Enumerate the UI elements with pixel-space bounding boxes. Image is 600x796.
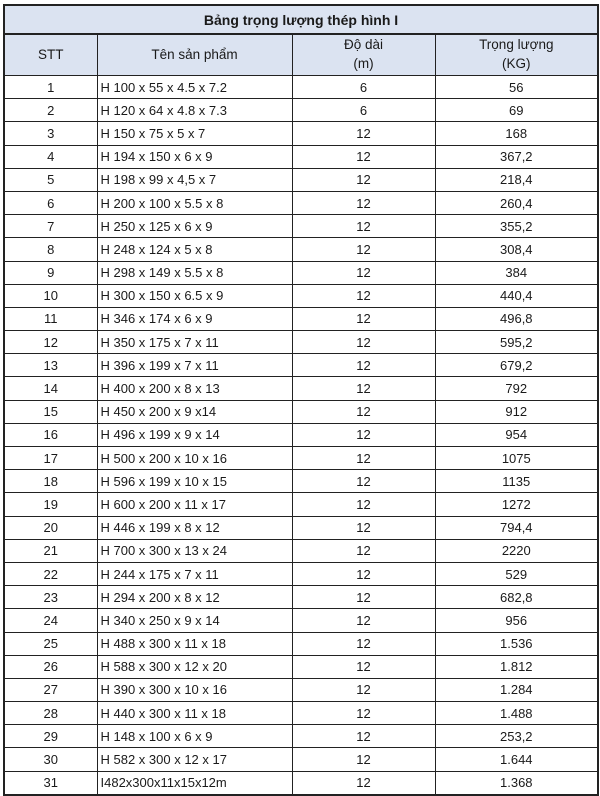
cell-stt: 21 <box>4 539 97 562</box>
cell-length: 12 <box>292 725 435 748</box>
table-row <box>4 516 598 539</box>
cell-weight: 69 <box>435 99 598 122</box>
cell-stt: 12 <box>4 331 97 354</box>
table-row <box>4 191 598 214</box>
cell-stt: 23 <box>4 586 97 609</box>
cell-product-name: H 298 x 149 x 5.5 x 8 <box>97 261 292 284</box>
cell-stt: 27 <box>4 678 97 701</box>
cell-product-name: H 194 x 150 x 6 x 9 <box>97 145 292 168</box>
cell-weight: 529 <box>435 562 598 585</box>
cell-length: 12 <box>292 632 435 655</box>
cell-product-name: H 600 x 200 x 11 x 17 <box>97 493 292 516</box>
cell-length: 12 <box>292 284 435 307</box>
cell-length: 12 <box>292 191 435 214</box>
cell-length: 12 <box>292 307 435 330</box>
cell-weight: 260,4 <box>435 191 598 214</box>
cell-weight: 1135 <box>435 470 598 493</box>
cell-stt: 2 <box>4 99 97 122</box>
cell-stt: 28 <box>4 702 97 725</box>
table-row <box>4 76 598 99</box>
cell-stt: 14 <box>4 377 97 400</box>
cell-stt: 16 <box>4 423 97 446</box>
table-row <box>4 539 598 562</box>
cell-stt: 4 <box>4 145 97 168</box>
cell-weight: 1.644 <box>435 748 598 771</box>
cell-stt: 17 <box>4 447 97 470</box>
cell-product-name: H 244 x 175 x 7 x 11 <box>97 562 292 585</box>
cell-stt: 7 <box>4 215 97 238</box>
cell-length: 12 <box>292 516 435 539</box>
cell-product-name: H 390 x 300 x 10 x 16 <box>97 678 292 701</box>
cell-product-name: H 496 x 199 x 9 x 14 <box>97 423 292 446</box>
cell-product-name: H 150 x 75 x 5 x 7 <box>97 122 292 145</box>
table-row <box>4 331 598 354</box>
cell-length: 12 <box>292 238 435 261</box>
cell-product-name: H 440 x 300 x 11 x 18 <box>97 702 292 725</box>
cell-stt: 18 <box>4 470 97 493</box>
header-length-label: Độ dài <box>343 37 384 53</box>
cell-length: 12 <box>292 493 435 516</box>
table-row <box>4 377 598 400</box>
cell-weight: 956 <box>435 609 598 632</box>
table-row <box>4 122 598 145</box>
cell-stt: 6 <box>4 191 97 214</box>
cell-weight: 912 <box>435 400 598 423</box>
table-title-row <box>4 5 598 34</box>
table-row <box>4 748 598 771</box>
header-stt: STT <box>4 34 97 76</box>
table-row <box>4 215 598 238</box>
header-length <box>292 34 435 76</box>
cell-stt: 22 <box>4 562 97 585</box>
cell-weight: 308,4 <box>435 238 598 261</box>
cell-stt: 29 <box>4 725 97 748</box>
cell-product-name: H 400 x 200 x 8 x 13 <box>97 377 292 400</box>
cell-weight: 253,2 <box>435 725 598 748</box>
table-row <box>4 400 598 423</box>
cell-stt: 10 <box>4 284 97 307</box>
cell-stt: 30 <box>4 748 97 771</box>
table-row <box>4 145 598 168</box>
table-row <box>4 562 598 585</box>
cell-length: 12 <box>292 539 435 562</box>
cell-length: 6 <box>292 76 435 99</box>
cell-weight: 1.488 <box>435 702 598 725</box>
cell-length: 12 <box>292 215 435 238</box>
cell-weight: 595,2 <box>435 331 598 354</box>
cell-stt: 31 <box>4 771 97 795</box>
cell-length: 12 <box>292 331 435 354</box>
steel-weight-table <box>3 4 599 796</box>
cell-length: 12 <box>292 261 435 284</box>
table-title: Bảng trọng lượng thép hình I <box>4 5 598 34</box>
cell-weight: 355,2 <box>435 215 598 238</box>
table-row <box>4 307 598 330</box>
weight-table-container <box>3 4 597 796</box>
cell-length: 12 <box>292 609 435 632</box>
header-length-unit: (m) <box>353 56 374 71</box>
cell-product-name: H 582 x 300 x 12 x 17 <box>97 748 292 771</box>
cell-stt: 5 <box>4 168 97 191</box>
cell-weight: 954 <box>435 423 598 446</box>
cell-product-name: H 596 x 199 x 10 x 15 <box>97 470 292 493</box>
cell-length: 12 <box>292 122 435 145</box>
cell-weight: 496,8 <box>435 307 598 330</box>
table-row <box>4 423 598 446</box>
cell-weight: 1.536 <box>435 632 598 655</box>
cell-weight: 1.812 <box>435 655 598 678</box>
cell-product-name: H 148 x 100 x 6 x 9 <box>97 725 292 748</box>
cell-weight: 1075 <box>435 447 598 470</box>
cell-weight: 384 <box>435 261 598 284</box>
cell-stt: 1 <box>4 76 97 99</box>
header-weight-unit: (KG) <box>502 56 531 71</box>
cell-weight: 679,2 <box>435 354 598 377</box>
cell-stt: 26 <box>4 655 97 678</box>
cell-weight: 168 <box>435 122 598 145</box>
table-row <box>4 678 598 701</box>
header-weight-label: Trọng lượng <box>479 37 554 53</box>
table-row <box>4 632 598 655</box>
cell-product-name: H 700 x 300 x 13 x 24 <box>97 539 292 562</box>
cell-length: 12 <box>292 168 435 191</box>
cell-weight: 440,4 <box>435 284 598 307</box>
cell-product-name: H 120 x 64 x 4.8 x 7.3 <box>97 99 292 122</box>
cell-length: 12 <box>292 145 435 168</box>
cell-product-name: H 346 x 174 x 6 x 9 <box>97 307 292 330</box>
cell-stt: 19 <box>4 493 97 516</box>
cell-product-name: H 100 x 55 x 4.5 x 7.2 <box>97 76 292 99</box>
cell-weight: 1.368 <box>435 771 598 795</box>
cell-product-name: H 200 x 100 x 5.5 x 8 <box>97 191 292 214</box>
table-row <box>4 261 598 284</box>
cell-length: 12 <box>292 678 435 701</box>
cell-length: 6 <box>292 99 435 122</box>
cell-stt: 9 <box>4 261 97 284</box>
table-row <box>4 168 598 191</box>
cell-product-name: H 450 x 200 x 9 x14 <box>97 400 292 423</box>
table-body <box>4 76 598 795</box>
table-row <box>4 354 598 377</box>
table-row <box>4 771 598 795</box>
table-row <box>4 447 598 470</box>
cell-stt: 13 <box>4 354 97 377</box>
cell-product-name: H 350 x 175 x 7 x 11 <box>97 331 292 354</box>
cell-stt: 25 <box>4 632 97 655</box>
table-row <box>4 609 598 632</box>
cell-length: 12 <box>292 748 435 771</box>
cell-weight: 794,4 <box>435 516 598 539</box>
cell-weight: 218,4 <box>435 168 598 191</box>
cell-stt: 20 <box>4 516 97 539</box>
cell-stt: 8 <box>4 238 97 261</box>
cell-product-name: H 488 x 300 x 11 x 18 <box>97 632 292 655</box>
cell-weight: 792 <box>435 377 598 400</box>
cell-weight: 2220 <box>435 539 598 562</box>
cell-product-name: H 300 x 150 x 6.5 x 9 <box>97 284 292 307</box>
cell-length: 12 <box>292 423 435 446</box>
table-row <box>4 493 598 516</box>
cell-length: 12 <box>292 562 435 585</box>
cell-product-name: H 294 x 200 x 8 x 12 <box>97 586 292 609</box>
cell-product-name: H 396 x 199 x 7 x 11 <box>97 354 292 377</box>
cell-weight: 56 <box>435 76 598 99</box>
cell-weight: 1272 <box>435 493 598 516</box>
cell-product-name: H 198 x 99 x 4,5 x 7 <box>97 168 292 191</box>
cell-length: 12 <box>292 771 435 795</box>
header-weight <box>435 34 598 76</box>
cell-product-name: H 248 x 124 x 5 x 8 <box>97 238 292 261</box>
cell-product-name: I482x300x11x15x12m <box>97 771 292 795</box>
cell-length: 12 <box>292 655 435 678</box>
cell-product-name: H 250 x 125 x 6 x 9 <box>97 215 292 238</box>
table-header-row <box>4 34 598 76</box>
table-row <box>4 586 598 609</box>
cell-length: 12 <box>292 702 435 725</box>
cell-product-name: H 446 x 199 x 8 x 12 <box>97 516 292 539</box>
cell-length: 12 <box>292 354 435 377</box>
table-row <box>4 725 598 748</box>
cell-product-name: H 500 x 200 x 10 x 16 <box>97 447 292 470</box>
cell-length: 12 <box>292 377 435 400</box>
table-row <box>4 702 598 725</box>
cell-length: 12 <box>292 470 435 493</box>
cell-weight: 682,8 <box>435 586 598 609</box>
cell-product-name: H 588 x 300 x 12 x 20 <box>97 655 292 678</box>
cell-product-name: H 340 x 250 x 9 x 14 <box>97 609 292 632</box>
table-row <box>4 470 598 493</box>
table-row <box>4 99 598 122</box>
cell-length: 12 <box>292 586 435 609</box>
cell-stt: 3 <box>4 122 97 145</box>
cell-weight: 367,2 <box>435 145 598 168</box>
cell-stt: 24 <box>4 609 97 632</box>
cell-weight: 1.284 <box>435 678 598 701</box>
cell-stt: 15 <box>4 400 97 423</box>
header-product-name: Tên sản phẩm <box>97 34 292 76</box>
cell-length: 12 <box>292 447 435 470</box>
cell-length: 12 <box>292 400 435 423</box>
table-row <box>4 284 598 307</box>
table-row <box>4 655 598 678</box>
table-row <box>4 238 598 261</box>
cell-stt: 11 <box>4 307 97 330</box>
